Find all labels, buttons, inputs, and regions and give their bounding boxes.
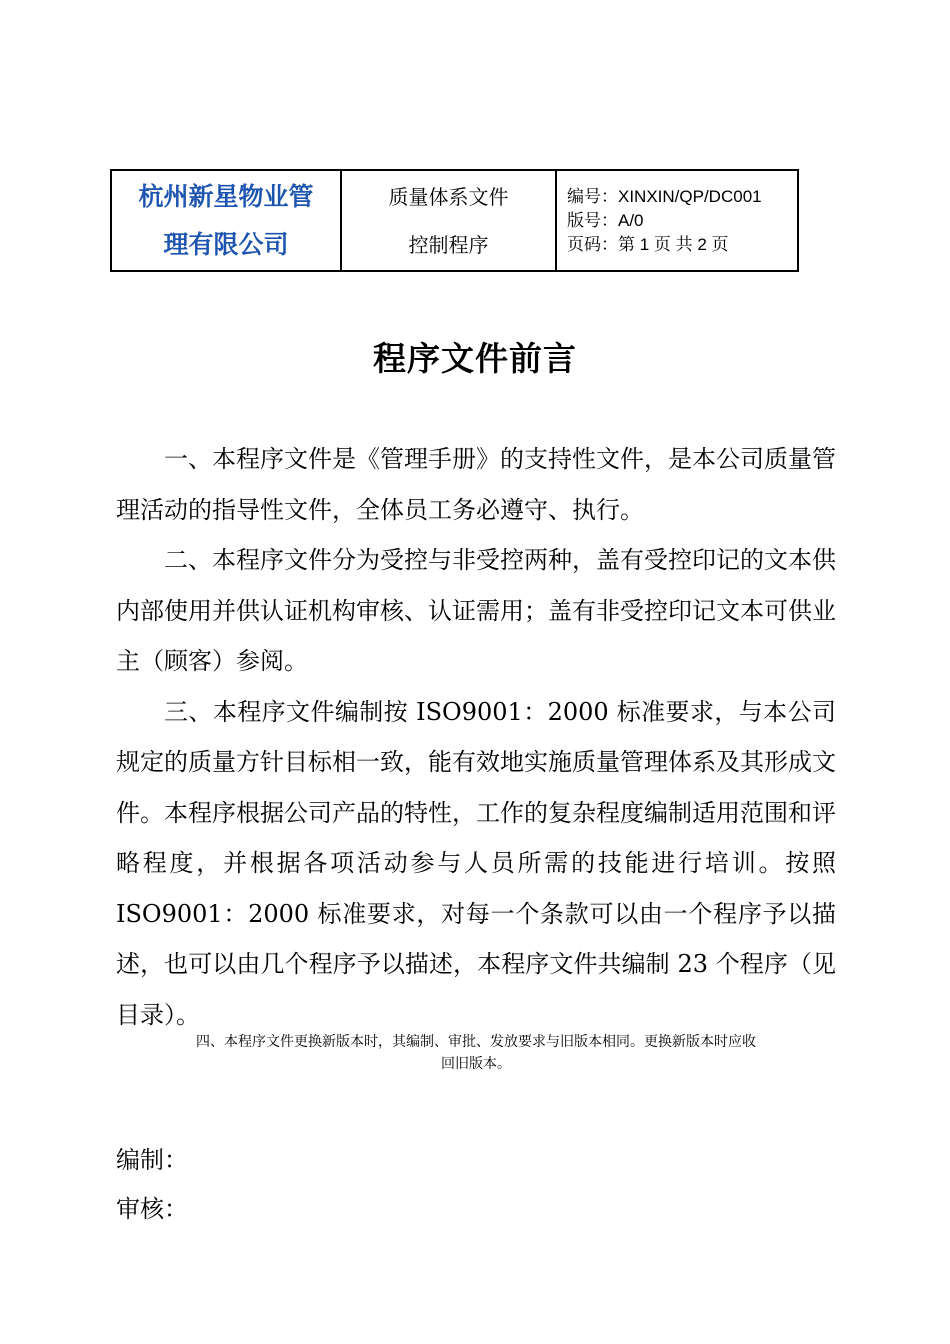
body-text bbox=[116, 434, 836, 1040]
company-name-line2: 理有限公司 bbox=[163, 229, 289, 259]
company-name-cell bbox=[112, 171, 342, 270]
document-meta-cell bbox=[557, 171, 797, 270]
paragraph-3: 三、本程序文件编制按 ISO9001：2000 标准要求，与本公司规定的质量方针目标相一致，能有效地实施质量管理体系及其形成文件。本程序根据公司产品的特性，工作的复杂程度编制适用范围和评略程度，并根据各项活动参与人员所需的技能进行培训。按照 ISO9001：2000 标准要求，对每一个条款可以由一个程序予以描述，也可以由几个程序予以描述，本程序文件共编制 23 个程序（见目录）。 bbox=[116, 697, 836, 1029]
document-type-line1: 质量体系文件 bbox=[388, 184, 509, 209]
company-name-line1: 杭州新星物业管 bbox=[138, 181, 314, 211]
document-type-cell bbox=[342, 171, 557, 270]
document-header-table bbox=[110, 169, 799, 272]
paragraph-1: 一、本程序文件是《管理手册》的支持性文件，是本公司质量管理活动的指导性文件，全体员工务必遵守、执行。 bbox=[116, 445, 836, 524]
small-note bbox=[116, 1031, 836, 1075]
document-code: 编号：XINXIN/QP/DC001 bbox=[567, 186, 762, 206]
document-type-line2: 控制程序 bbox=[408, 232, 489, 257]
small-note-line1: 四、本程序文件更换新版本时，其编制、审批、发放要求与旧版本相同。更换新版本时应收 bbox=[196, 1034, 756, 1050]
document-page-count: 页码：第 1 页 共 2 页 bbox=[567, 234, 729, 254]
reviewer-signature-label: 审核： bbox=[116, 1195, 188, 1223]
page-title: 程序文件前言 bbox=[373, 339, 577, 378]
document-version: 版号：A/0 bbox=[567, 210, 644, 230]
paragraph-2: 二、本程序文件分为受控与非受控两种，盖有受控印记的文本供内部使用并供认证机构审核、认证需用；盖有非受控印记文本可供业主（顾客）参阅。 bbox=[116, 546, 836, 675]
compiler-signature-label: 编制： bbox=[116, 1146, 188, 1174]
small-note-line2: 回旧版本。 bbox=[441, 1056, 511, 1072]
